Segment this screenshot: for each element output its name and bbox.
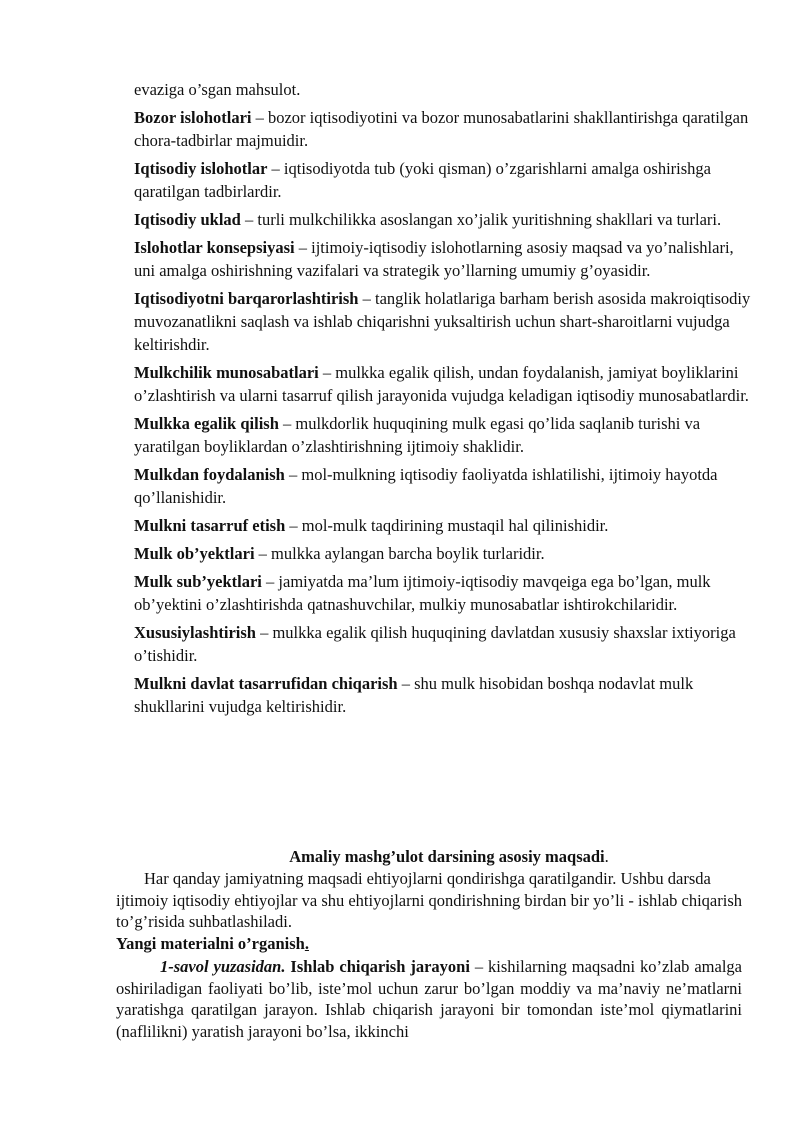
glossary-definition: – mulkka aylangan barcha boylik turlaridir. [254,544,545,563]
intro-line: evaziga o’sgan mahsulot. [134,80,301,99]
glossary-definition: – mulkdorlik huquqining mulk egasi qo’lida saqlanib turishi va yaratilgan boyliklardan o’zlashtirishning ijtimoiy shaklidir. [134,414,701,456]
glossary-definition: – bozor iqtisodiyotini va bozor munosabatlarini shakllantirishga qaratilgan chora-tadbirlar majmuidir. [134,108,749,150]
glossary-definition: – jamiyatda ma’lum ijtimoiy-iqtisodiy mavqeiga ega bo’lgan, mulk ob’yektini o’zlashtirishda qatnashuvchilar, mulkiy munosabatlar ishtirokchilaridir. [134,572,711,614]
subheading-period: . [304,933,309,953]
question-paragraph [116,956,742,1042]
glossary-definition: – mulkka egalik qilish, undan foydalanish, jamiyat boyliklarini o’zlashtirish va ularni tasarruf qilish jarayonida vujudga keladigan iqtisodiy munosabatlardir. [134,363,749,405]
question-label: 1-savol yuzasidan. [160,957,286,976]
glossary-entry [134,514,754,537]
glossary-entry [134,542,754,565]
glossary-term: Mulkka egalik qilish [134,414,279,433]
glossary-term: Mulk sub’yektlari [134,572,262,591]
glossary-entry [134,106,754,152]
glossary-definition: – mulkka egalik qilish huquqining davlatdan xususiy shaxslar ixtiyoriga o’tishidir. [134,623,736,665]
glossary-entry [134,463,754,509]
glossary-term: Iqtisodiyotni barqarorlashtirish [134,289,359,308]
question-topic: Ishlab chiqarish jarayoni [290,957,470,976]
glossary-entry [134,412,754,458]
glossary-term: Mulk ob’yektlari [134,544,255,563]
glossary-term: Mulkni davlat tasarrufidan chiqarish [134,674,398,693]
question-body: – kishilarning maqsadni ko’zlab amalga oshiriladigan faoliyati bo’lib, iste’mol uchun zarur bo’lgan moddiy va ma’naviy ne’matlarni yaratishga qaratilgan jarayon. Ishlab chiqarish jarayoni bir tomondan iste’mol qiymatlarini (naflilikni) yaratish jarayoni bo’lsa, ikkinchi [116,957,743,1041]
glossary-term: Bozor islohotlari [134,108,252,127]
glossary-entry [134,361,754,407]
glossary-entry [134,236,754,282]
intro-paragraph: Har qanday jamiyatning maqsadi ehtiyojlarni qondirishga qaratilgandir. Ushbu darsda ijtimoiy iqtisodiy ehtiyojlar va shu ehtiyojlarni qondirishning birdan bir yo’li - ishlab chiqarish to’g’risida suhbatlashiladi. [116,869,743,931]
glossary-definition: – ijtimoiy-iqtisodiy islohotlarning asosiy maqsad va yo’nalishlari, uni amalga oshirishning vazifalari va strategik yo’llarning umumiy g’oyasidir. [134,238,734,280]
glossary-definition: – shu mulk hisobidan boshqa nodavlat mulk shukllarini vujudga keltirishidir. [134,674,694,716]
glossary-definition: – mol-mulkning iqtisodiy faoliyatda ishlatilishi, ijtimoiy hayotda qo’llanishidir. [134,465,718,507]
glossary-term: Mulkchilik munosabatlari [134,363,319,382]
glossary-definition: – tanglik holatlariga barham berish asosida makroiqtisodiy muvozanatlikni saqlash va ishlab chiqarishni yuksaltirish uchun shart-sharoitlarni vujudga keltirishdir. [134,289,751,354]
glossary-entry [134,570,754,616]
glossary-term: Mulkni tasarruf etish [134,516,286,535]
glossary-term: Islohotlar konsepsiyasi [134,238,295,257]
glossary-term: Xususiylashtirish [134,623,256,642]
glossary-entries [134,106,754,718]
subheading-text: Yangi materialni o’rganish [116,933,305,953]
glossary-term: Mulkdan foydalanish [134,465,285,484]
subheading [116,933,742,955]
section-heading-period: . [604,847,609,866]
glossary-definition: – mol-mulk taqdirining mustaqil hal qilinishidir. [285,516,609,535]
glossary-entry [134,672,754,718]
section-heading-text: Amaliy mashg’ulot darsining asosiy maqsadi [289,847,605,866]
section-heading [116,846,742,868]
glossary-list [134,78,754,723]
lesson-section [116,846,742,1042]
glossary-entry [134,621,754,667]
glossary-entry [134,157,754,203]
glossary-definition: – turli mulkchilikka asoslangan xo’jalik yuritishning shakllari va turlari. [240,210,722,229]
glossary-entry [134,208,754,231]
glossary-term: Iqtisodiy uklad [134,210,241,229]
glossary-term: Iqtisodiy islohotlar [134,159,268,178]
glossary-definition: – iqtisodiyotda tub (yoki qisman) o’zgarishlarni amalga oshirishga qaratilgan tadbirlardir. [134,159,711,201]
glossary-entry [134,287,754,356]
